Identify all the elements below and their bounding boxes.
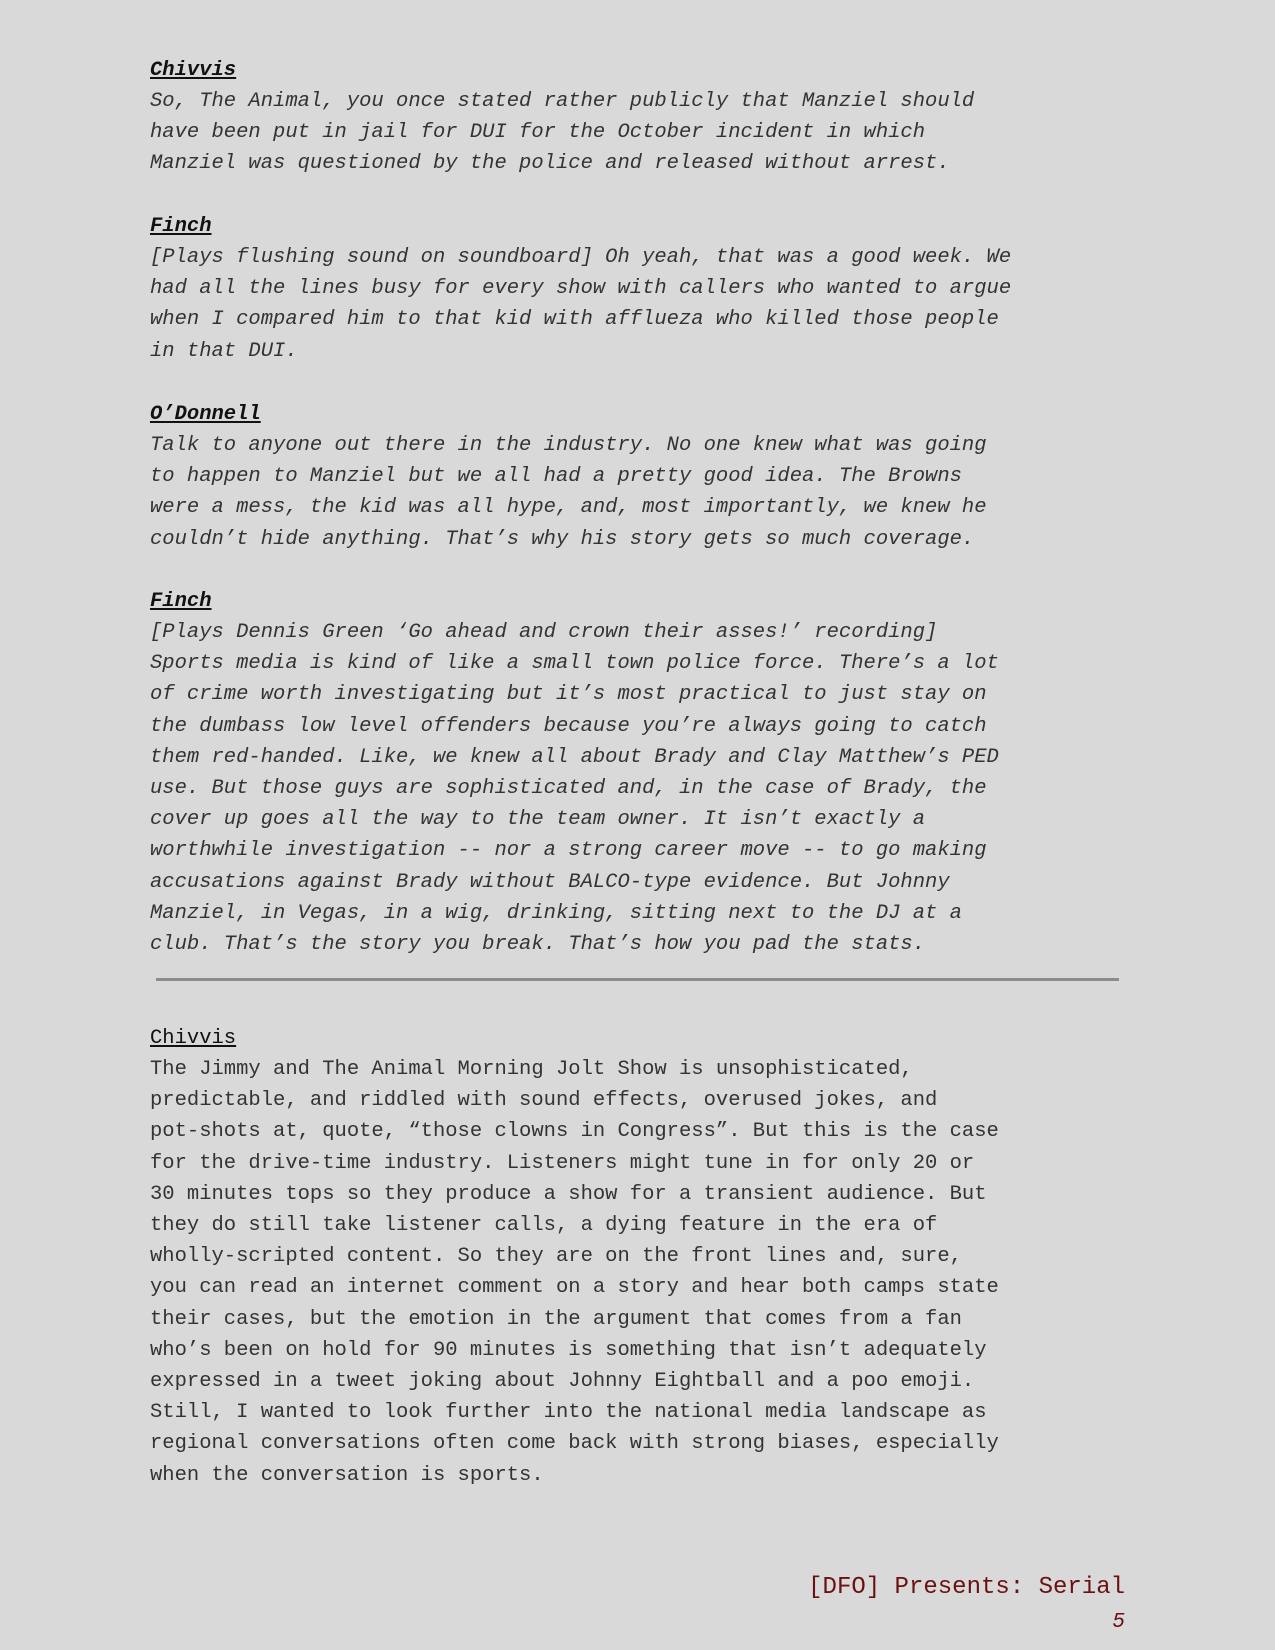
speaker-name: O’Donnell bbox=[150, 403, 261, 426]
speech-text: So, The Animal, you once stated rather publicly that Manziel should have been put in jail for DUI for the October incident in which Manziel was questioned by the police and released without arrest. bbox=[150, 90, 975, 176]
dialogue-finch-2 bbox=[150, 586, 1150, 960]
dialogue-chivvis-1 bbox=[150, 55, 1150, 180]
footer-title: [DFO] Presents: Serial bbox=[808, 1574, 1125, 1601]
dialogue-finch-1 bbox=[150, 211, 1150, 367]
dialogue-odonnell bbox=[150, 399, 1150, 555]
speaker-name: Finch bbox=[150, 590, 212, 613]
narration-text: The Jimmy and The Animal Morning Jolt Show is unsophisticated, predictable, and riddled with sound effects, overused jokes, and pot-shots at, quote, “those clowns in Congress”. But this is the case for the drive-time industry. Listeners might tune in for only 20 or 30 minutes tops so they produce a show for a transient audience. But they do still take listener calls, a dying feature in the era of wholly-scripted content. So they are on the front lines and, sure, you can read an internet comment on a story and hear both camps state their cases, but the emotion in the argument that comes from a fan who’s been on hold for 90 minutes is something that isn’t adequately expressed in a tweet joking about Johnny Eightball and a poo emoji. Still, I wanted to look further into the national media landscape as regional conversations often come back with strong biases, especially when the conversation is sports. bbox=[150, 1058, 999, 1487]
speech-text: [Plays flushing sound on soundboard] Oh yeah, that was a good week. We had all the lines busy for every show with callers who wanted to argue when I compared him to that kid with afflueza who killed those people in that DUI. bbox=[150, 246, 1012, 363]
speaker-name: Chivvis bbox=[150, 59, 237, 82]
speaker-name: Finch bbox=[150, 215, 212, 238]
page-number: 5 bbox=[1112, 1611, 1125, 1634]
speech-text: Talk to anyone out there in the industry. No one knew what was going to happen to Manziel but we all had a pretty good idea. The Browns were a mess, the kid was all hype, and, most importantly, we knew he couldn’t hide anything. That’s why his story gets so much coverage. bbox=[150, 434, 987, 551]
narration-chivvis bbox=[150, 1023, 1150, 1491]
section-divider bbox=[156, 978, 1119, 981]
speech-text: [Plays Dennis Green ‘Go ahead and crown their asses!’ recording] Sports media is kind of like a small town police force. There’s a lot of crime worth investigating but it’s most practical to just stay on the dumbass low level offenders because you’re always going to catch them red-handed. Like, we knew all about Brady and Clay Matthew’s PED use. But those guys are sophisticated and, in the case of Brady, the cover up goes all the way to the team owner. It isn’t exactly a worthwhile investigation -- nor a strong career move -- to go making accusations against Brady without BALCO-type evidence. But Johnny Manziel, in Vegas, in a wig, drinking, sitting next to the DJ at a club. That’s the story you break. That’s how you pad the stats. bbox=[150, 621, 999, 957]
speaker-name: Chivvis bbox=[150, 1027, 237, 1050]
